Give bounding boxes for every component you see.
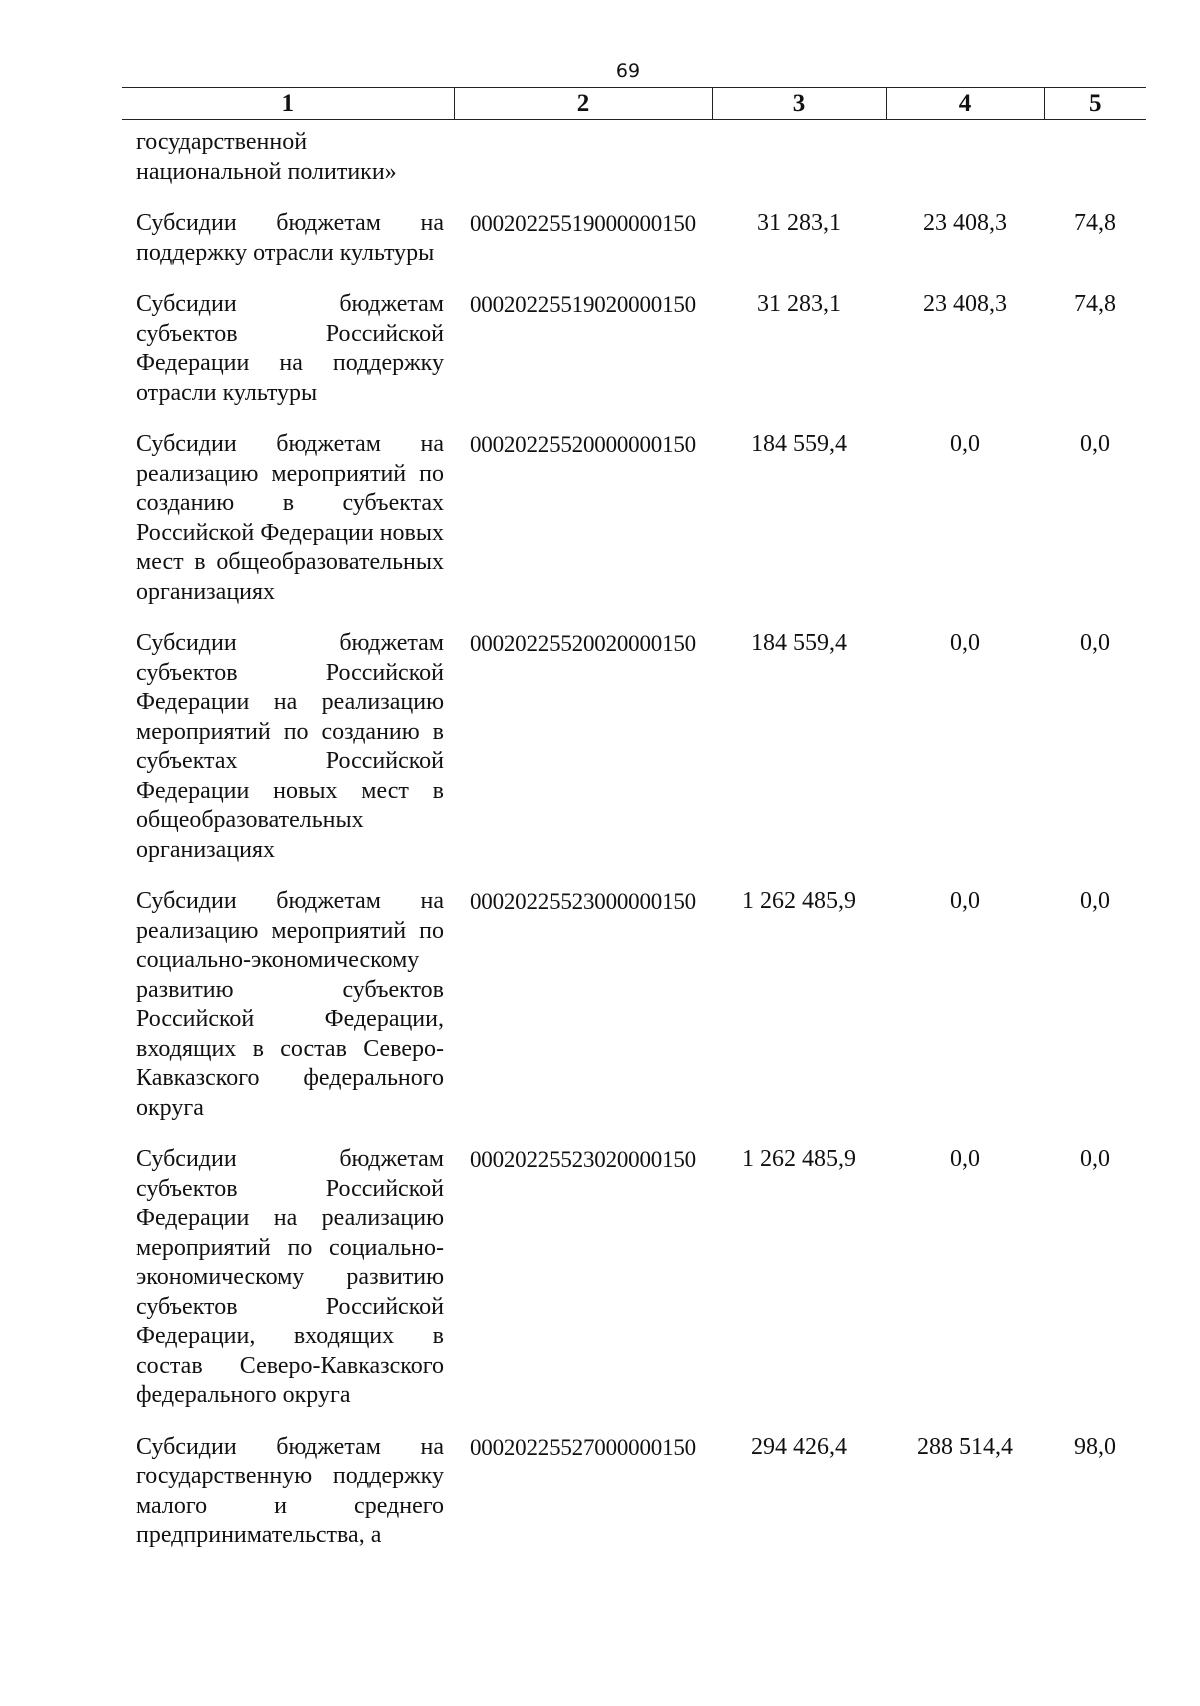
row-value-3: 184 559,4 xyxy=(751,431,847,457)
table-row xyxy=(122,1433,1146,1551)
table-row xyxy=(122,209,1146,290)
column-header-4: 4 xyxy=(886,88,1044,120)
row-value-4: 23 408,3 xyxy=(923,210,1007,236)
column-header-3: 3 xyxy=(712,88,886,120)
row-value-4: 0,0 xyxy=(950,630,980,656)
row-code: 00020225527000000150 xyxy=(469,1434,696,1460)
row-value-4: 23 408,3 xyxy=(923,291,1007,317)
table-row xyxy=(122,1145,1146,1433)
row-description: Субсидии бюджетам субъектов Российской Федерации на поддержку отрасли культуры xyxy=(136,291,444,406)
row-code: 00020225519020000150 xyxy=(469,292,696,317)
row-value-3: 1 262 485,9 xyxy=(742,1146,856,1172)
row-value-5: 0,0 xyxy=(1080,1146,1110,1172)
row-value-5: 0,0 xyxy=(1080,431,1110,457)
row-value-4: 288 514,4 xyxy=(917,1433,1013,1460)
table-row xyxy=(122,430,1146,629)
table-row xyxy=(122,887,1146,1145)
row-code: 00020225520020000150 xyxy=(469,631,696,656)
row-value-5: 74,8 xyxy=(1074,210,1116,236)
column-header-2: 2 xyxy=(454,88,712,120)
row-value-3 xyxy=(712,120,886,210)
budget-table xyxy=(122,87,1146,1551)
row-value-3: 31 283,1 xyxy=(757,210,841,236)
table-row xyxy=(122,120,1146,210)
page-number: 69 xyxy=(615,60,641,82)
row-value-5: 0,0 xyxy=(1080,630,1110,656)
row-description: Субсидии бюджетам на поддержку отрасли культуры xyxy=(136,210,444,266)
table-row xyxy=(122,629,1146,887)
row-description: Субсидии бюджетам на реализацию мероприятий по социально-экономическому развитию субъектов Российской Федерации, входящих в состав Северо-Кавказского федерального округа xyxy=(136,888,444,1121)
row-value-3: 31 283,1 xyxy=(757,291,841,317)
table-row xyxy=(122,290,1146,430)
row-value-3: 1 262 485,9 xyxy=(742,888,856,914)
row-code: 00020225523000000150 xyxy=(469,889,696,914)
row-code xyxy=(454,120,712,210)
row-description: Субсидии бюджетам субъектов Российской Федерации на реализацию мероприятий по созданию в субъектах Российской Федерации новых мест в общеобразовательных организациях xyxy=(136,630,444,863)
row-code: 00020225519000000150 xyxy=(469,211,696,236)
row-value-4: 0,0 xyxy=(950,888,980,914)
row-value-4: 0,0 xyxy=(950,1146,980,1172)
column-header-1: 1 xyxy=(122,88,454,120)
row-description: Субсидии бюджетам субъектов Российской Федерации на реализацию мероприятий по социально-экономическому развитию субъектов Российской Федерации, входящих в состав Северо-Кавказского федерального округа xyxy=(136,1146,444,1408)
row-value-5: 74,8 xyxy=(1074,291,1116,317)
row-value-4: 0,0 xyxy=(950,431,980,457)
table-header-row xyxy=(122,88,1146,120)
budget-table-container xyxy=(122,87,1146,1551)
row-code: 00020225523020000150 xyxy=(469,1147,696,1172)
row-value-3: 294 426,4 xyxy=(751,1433,847,1460)
row-value-5 xyxy=(1044,120,1146,210)
row-value-3: 184 559,4 xyxy=(751,630,847,656)
row-value-5: 0,0 xyxy=(1080,888,1110,914)
row-description: Субсидии бюджетам на реализацию мероприятий по созданию в субъектах Российской Федерации новых мест в общеобразовательных организациях xyxy=(136,431,444,605)
row-description: государственной национальной политики» xyxy=(136,129,397,185)
column-header-5: 5 xyxy=(1044,88,1146,120)
row-description: Субсидии бюджетам на государственную поддержку малого и среднего предпринимательства, а xyxy=(136,1433,444,1548)
row-code: 00020225520000000150 xyxy=(469,432,696,457)
row-value-4 xyxy=(886,120,1044,210)
row-value-5: 98,0 xyxy=(1074,1433,1116,1460)
